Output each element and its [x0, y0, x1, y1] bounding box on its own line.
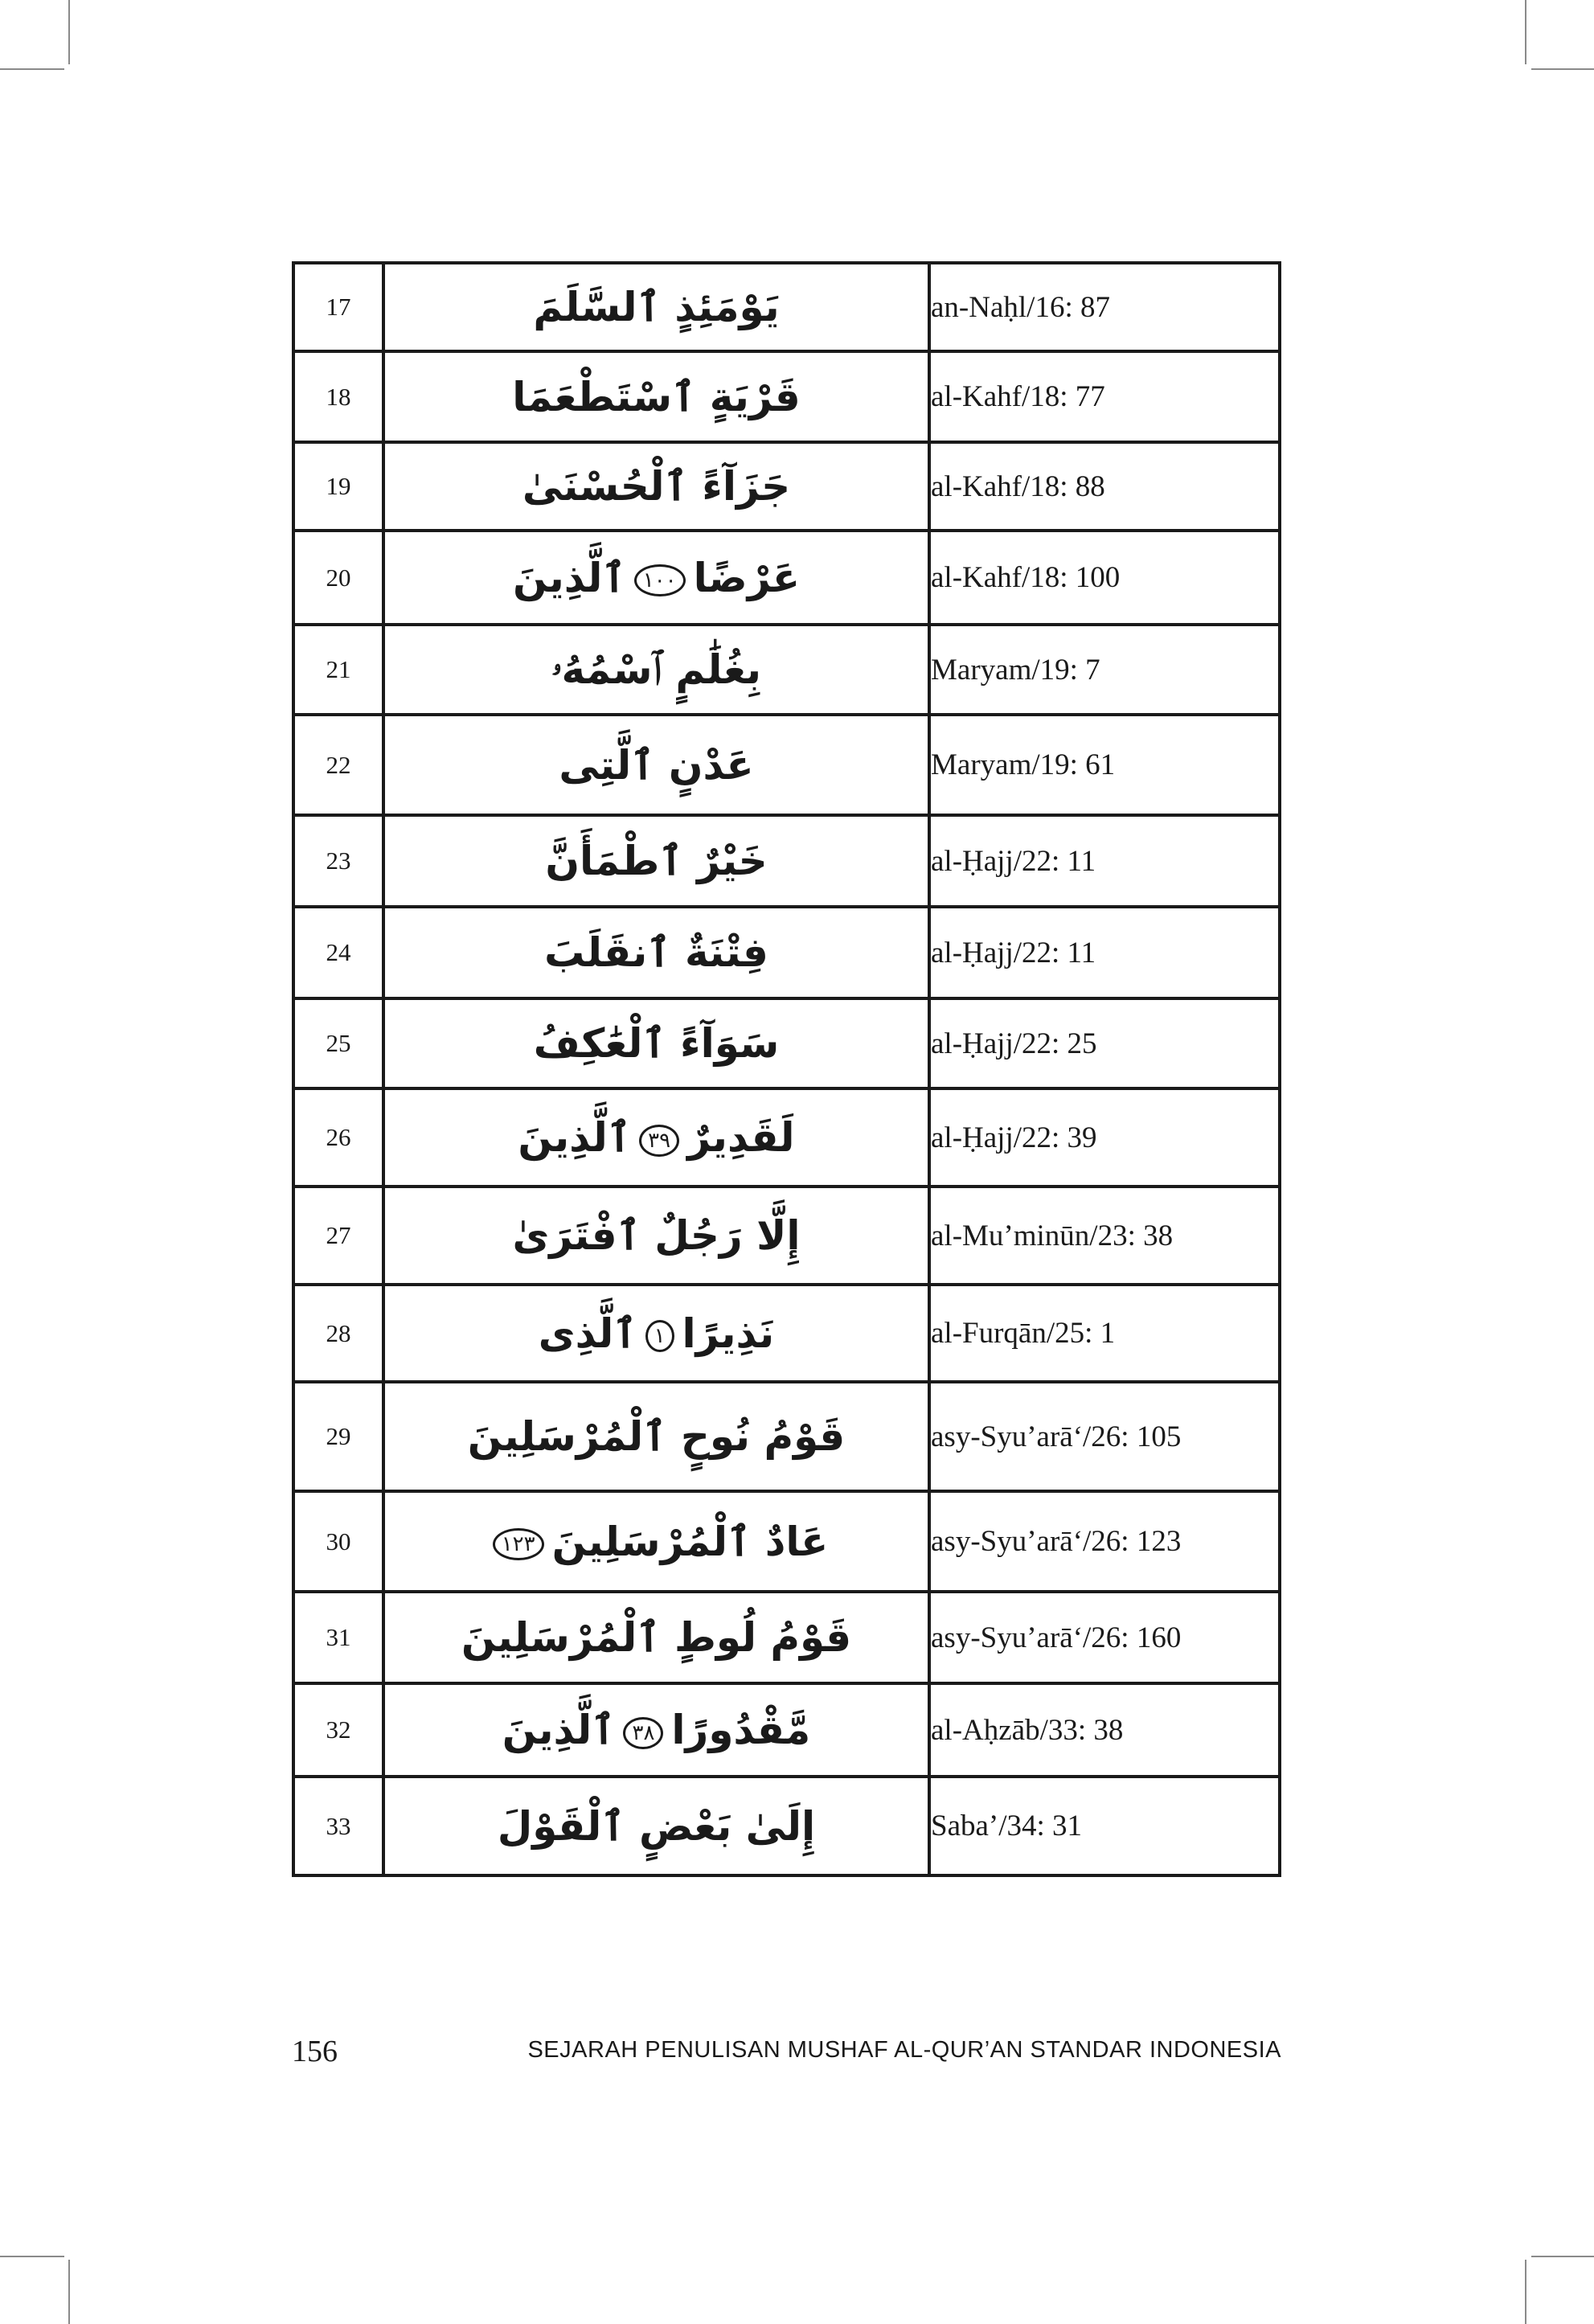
row-number: 33 — [293, 1777, 383, 1875]
row-number: 17 — [293, 263, 383, 351]
arabic-phrase: إِلَىٰ بَعْضٍ ٱلْقَوْلَ — [497, 1802, 816, 1850]
ayah-end-marker: ١٠٠ — [634, 564, 686, 596]
arabic-phrase: قَوْمُ لُوطٍ ٱلْمُرْسَلِينَ — [461, 1614, 852, 1661]
surah-reference: asy-Syu’arā‘/26: 123 — [929, 1491, 1280, 1592]
table-row — [293, 907, 1280, 998]
ayah-end-marker: ٣٨ — [623, 1717, 663, 1749]
arabic-phrase: عَدْنٍ ٱلَّتِى — [559, 741, 754, 789]
surah-reference: asy-Syu’arā‘/26: 105 — [929, 1382, 1280, 1491]
arabic-text — [383, 351, 929, 442]
arabic-phrase-continuation: ٱلَّذِى — [538, 1310, 637, 1357]
surah-reference: Maryam/19: 61 — [929, 715, 1280, 815]
row-number: 24 — [293, 907, 383, 998]
arabic-text — [383, 1592, 929, 1683]
table-row — [293, 1285, 1280, 1382]
table-row — [293, 1491, 1280, 1592]
crop-mark — [1525, 0, 1526, 64]
row-number: 32 — [293, 1683, 383, 1777]
arabic-phrase-continuation: ٱلَّذِينَ — [513, 554, 626, 601]
row-number: 28 — [293, 1285, 383, 1382]
surah-reference: al-Kahf/18: 77 — [929, 351, 1280, 442]
crop-mark — [68, 2260, 70, 2324]
arabic-phrase: لَقَدِيرٌ — [687, 1114, 795, 1161]
row-number: 31 — [293, 1592, 383, 1683]
surah-reference: al-Aḥzāb/33: 38 — [929, 1683, 1280, 1777]
arabic-phrase: نَذِيرًا — [682, 1310, 775, 1357]
row-number: 26 — [293, 1088, 383, 1187]
row-number: 25 — [293, 998, 383, 1088]
surah-reference: al-Ḥajj/22: 11 — [929, 907, 1280, 998]
row-number: 30 — [293, 1491, 383, 1592]
arabic-phrase: بِغُلَٰمٍ ٱسْمُهُۥ — [551, 646, 761, 693]
arabic-phrase: فِتْنَةٌ ٱنقَلَبَ — [544, 929, 768, 976]
arabic-text — [383, 1285, 929, 1382]
arabic-text — [383, 1683, 929, 1777]
table-row — [293, 1683, 1280, 1777]
arabic-phrase: قَرْيَةٍ ٱسْتَطْعَمَا — [512, 373, 801, 420]
table-row — [293, 1187, 1280, 1285]
arabic-phrase: خَيْرٌ ٱطْمَأَنَّ — [545, 838, 768, 884]
table-row — [293, 1088, 1280, 1187]
crop-mark — [68, 0, 70, 64]
row-number: 23 — [293, 815, 383, 907]
surah-reference: al-Kahf/18: 100 — [929, 531, 1280, 625]
surah-reference: Maryam/19: 7 — [929, 625, 1280, 715]
page-footer — [292, 2034, 1281, 2074]
row-number: 29 — [293, 1382, 383, 1491]
table-row — [293, 263, 1280, 351]
crop-mark — [0, 2256, 64, 2257]
table-row — [293, 1592, 1280, 1683]
table-row — [293, 998, 1280, 1088]
running-title: SEJARAH PENULISAN MUSHAF AL-QUR’AN STANDAR INDONESIA — [527, 2037, 1281, 2063]
arabic-text — [383, 1491, 929, 1592]
arabic-phrase-continuation: ٱلَّذِينَ — [502, 1707, 616, 1753]
row-number: 20 — [293, 531, 383, 625]
arabic-text — [383, 531, 929, 625]
surah-reference: al-Ḥajj/22: 11 — [929, 815, 1280, 907]
ayah-end-marker: ٣٩ — [639, 1125, 679, 1157]
table-row — [293, 351, 1280, 442]
arabic-text — [383, 1777, 929, 1875]
ayah-end-marker: ١ — [645, 1320, 674, 1352]
arabic-text — [383, 815, 929, 907]
arabic-text — [383, 998, 929, 1088]
surah-reference: al-Ḥajj/22: 39 — [929, 1088, 1280, 1187]
arabic-phrase: إِلَّا رَجُلٌ ٱفْتَرَىٰ — [512, 1212, 801, 1259]
arabic-text — [383, 1187, 929, 1285]
reference-table — [292, 261, 1281, 1877]
surah-reference: al-Furqān/25: 1 — [929, 1285, 1280, 1382]
table-row — [293, 1382, 1280, 1491]
row-number: 19 — [293, 442, 383, 531]
surah-reference: al-Kahf/18: 88 — [929, 442, 1280, 531]
surah-reference: an-Naḥl/16: 87 — [929, 263, 1280, 351]
surah-reference: al-Mu’minūn/23: 38 — [929, 1187, 1280, 1285]
arabic-text — [383, 263, 929, 351]
surah-reference: asy-Syu’arā‘/26: 160 — [929, 1592, 1280, 1683]
page-number: 156 — [292, 2035, 338, 2068]
table-row — [293, 531, 1280, 625]
ayah-end-marker: ١٢٣ — [493, 1528, 544, 1560]
arabic-phrase-continuation: ٱلَّذِينَ — [518, 1114, 632, 1161]
row-number: 18 — [293, 351, 383, 442]
table-row — [293, 715, 1280, 815]
crop-mark — [1525, 2260, 1526, 2324]
arabic-text — [383, 1382, 929, 1491]
crop-mark — [0, 68, 64, 70]
table-row — [293, 442, 1280, 531]
arabic-phrase: جَزَآءً ٱلْحُسْنَىٰ — [522, 463, 791, 510]
crop-mark — [1531, 2256, 1594, 2257]
arabic-phrase: قَوْمُ نُوحٍ ٱلْمُرْسَلِينَ — [467, 1413, 846, 1460]
arabic-text — [383, 442, 929, 531]
table-row — [293, 815, 1280, 907]
arabic-text — [383, 907, 929, 998]
arabic-text — [383, 1088, 929, 1187]
arabic-phrase: سَوَآءً ٱلْعَٰكِفُ — [533, 1020, 780, 1067]
arabic-text — [383, 715, 929, 815]
surah-reference: Saba’/34: 31 — [929, 1777, 1280, 1875]
table-row — [293, 625, 1280, 715]
arabic-phrase: عَرْضًا — [693, 554, 800, 601]
arabic-text — [383, 625, 929, 715]
row-number: 21 — [293, 625, 383, 715]
table-row — [293, 1777, 1280, 1875]
surah-reference: al-Ḥajj/22: 25 — [929, 998, 1280, 1088]
crop-mark — [1531, 68, 1594, 70]
arabic-phrase: يَوْمَئِذٍ ٱلسَّلَمَ — [533, 284, 780, 330]
arabic-phrase: مَّقْدُورًا — [671, 1707, 811, 1753]
row-number: 27 — [293, 1187, 383, 1285]
row-number: 22 — [293, 715, 383, 815]
arabic-phrase: عَادٌ ٱلْمُرْسَلِينَ — [551, 1518, 829, 1565]
reference-table-body — [293, 263, 1280, 1875]
